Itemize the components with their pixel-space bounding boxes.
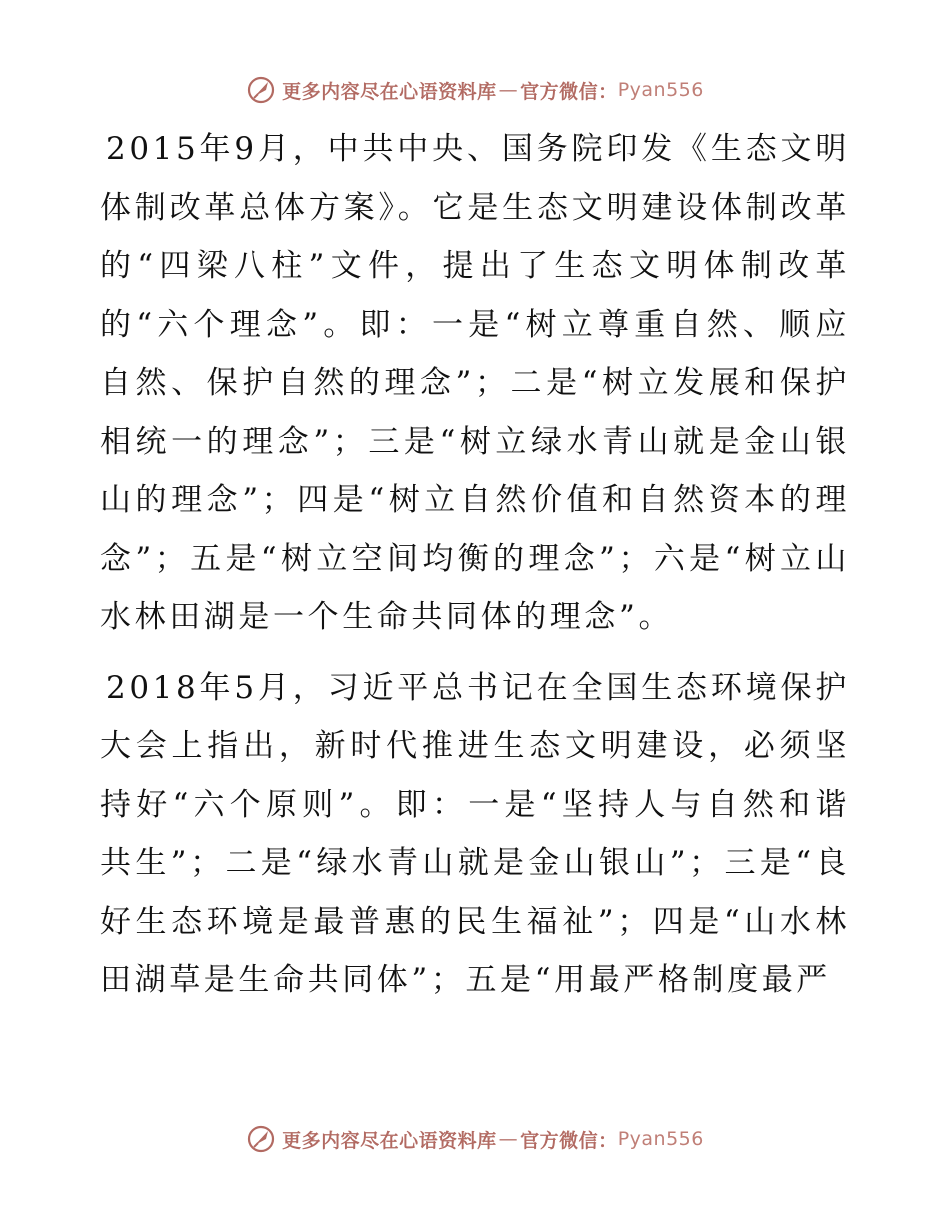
watermark-text: 更多内容尽在心语资料库 <box>282 1129 497 1152</box>
header-watermark <box>0 70 950 110</box>
watermark-wechat-label: 官方微信： <box>520 1129 618 1152</box>
quill-logo-icon <box>246 1124 276 1154</box>
watermark-wechat-id: Pyan556 <box>617 79 704 101</box>
document-body <box>100 120 850 1010</box>
paragraph-2015: 2015年9月，中共中央、国务院印发《生态文明体制改革总体方案》。它是生态文明建设体制改革的“四梁八柱”文件，提出了生态文明体制改革的“六个理念”。即：一是“树立尊重自然、顺应自然、保护自然的理念”；二是“树立发展和保护相统一的理念”；三是“树立绿水青山就是金山银山的理念”；四是“树立自然价值和自然资本的理念”；五是“树立空间均衡的理念”；六是“树立山水林田湖是一个生命共同体的理念”。 <box>100 131 850 635</box>
footer-watermark <box>0 1119 950 1159</box>
watermark-dash: — <box>498 1128 519 1150</box>
watermark-dash: — <box>498 79 519 101</box>
quill-logo-icon <box>246 75 276 105</box>
watermark-wechat-id: Pyan556 <box>617 1128 704 1150</box>
watermark-wechat-label: 官方微信： <box>520 80 618 103</box>
paragraph-2018: 2018年5月，习近平总书记在全国生态环境保护大会上指出，新时代推进生态文明建设，必须坚持好“六个原则”。即：一是“坚持人与自然和谐共生”；二是“绿水青山就是金山银山”；三是“良好生态环境是最普惠的民生福祉”；四是“山水林田湖草是生命共同体”；五是“用最严格制度最严 <box>100 669 850 998</box>
watermark-text: 更多内容尽在心语资料库 <box>282 80 497 103</box>
